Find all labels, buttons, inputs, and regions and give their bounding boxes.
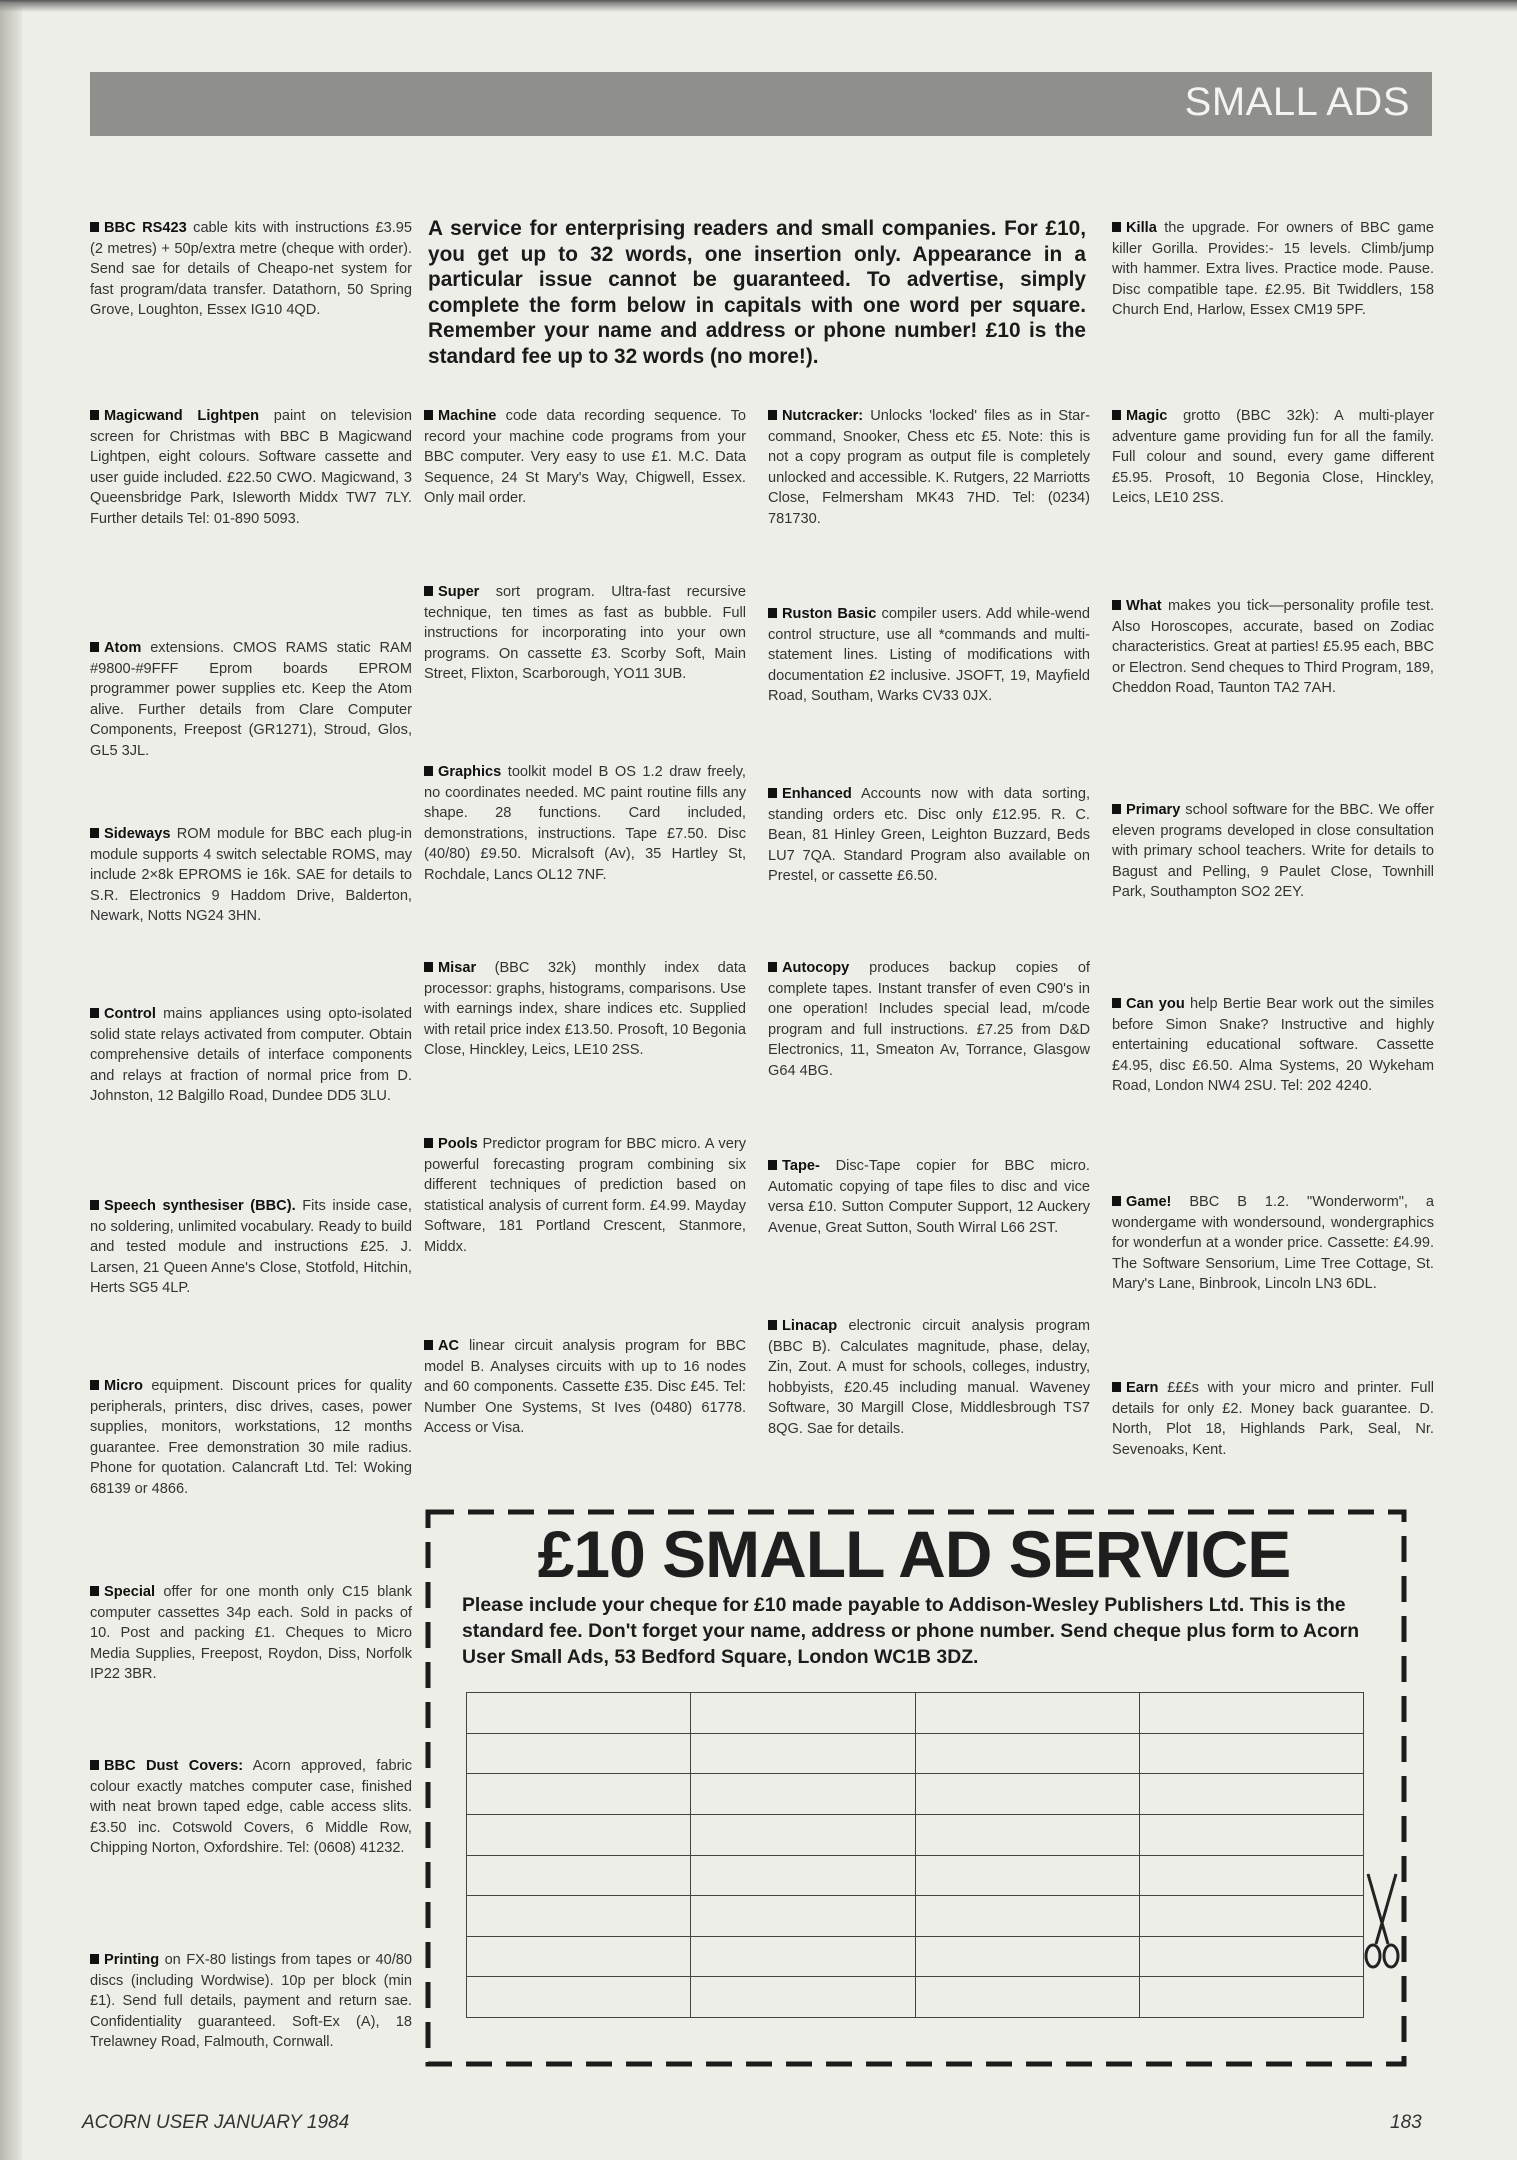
- classified-ad: [424, 1336, 746, 1439]
- word-square[interactable]: [467, 1774, 691, 1815]
- ad-heading: Sideways: [90, 826, 171, 842]
- word-square[interactable]: [467, 1693, 691, 1734]
- top-shadow: [0, 0, 1517, 12]
- word-entry-grid: [466, 1692, 1364, 2018]
- word-square[interactable]: [1139, 1977, 1363, 2018]
- classified-ad: [1112, 994, 1434, 1097]
- ad-body: compiler users. Add while-wend control structure, use all *commands and multi-statement lines. Listing of modifications with documentation £2 inclusive. JSOFT, 19, Mayfield Road, Southam, Warks CV33 0JX.: [768, 606, 1091, 705]
- classified-ad: [424, 1134, 746, 1258]
- grid-row: [467, 1855, 1364, 1896]
- ad-body: Predictor program for BBC micro. A very powerful forecasting program combining six different techniques of prediction based on statistical analysis of current form. £4.99. Mayday Software, 181 Portland Crescent, Stanmore, Middx.: [424, 1136, 746, 1255]
- ad-heading: Machine: [424, 408, 496, 424]
- word-square[interactable]: [691, 1693, 915, 1734]
- word-square[interactable]: [691, 1936, 915, 1977]
- word-square[interactable]: [915, 1977, 1139, 2018]
- ad-body: extensions. CMOS RAMS static RAM #9800-#9FFF Eprom boards EPROM programmer power supplies etc. Keep the Atom alive. Further details from Clare Computer Components, Freepost (GR1271), Stroud, Glos, GL5 3JL.: [90, 640, 412, 759]
- classified-ad: [90, 1376, 412, 1500]
- scissors-icon: [1362, 1872, 1402, 1972]
- ad-heading: Pools: [424, 1136, 478, 1152]
- word-square[interactable]: [467, 1977, 691, 2018]
- ad-body: equipment. Discount prices for quality peripherals, printers, disc drives, cases, power supplies, monitors, workstations, 12 months guarantee. Free demonstration 30 mile radius. Phone for quotation. Calancraft Ltd. Tel: Woking 68139 or 4866.: [90, 1378, 412, 1497]
- ad-body: sort program. Ultra-fast recursive technique, ten times as fast as bubble. Full instructions for incorporating into your own programs. On cassette £3. Scorby Soft, Main Street, Flixton, Scarborough, YO11 3UB.: [424, 584, 746, 683]
- classified-ad: [424, 406, 746, 509]
- section-banner: [90, 72, 1432, 136]
- ad-heading: AC: [424, 1338, 459, 1354]
- footer-page-number: 183: [1390, 2112, 1422, 2133]
- ad-heading: Magic: [1112, 408, 1167, 424]
- word-square[interactable]: [1139, 1814, 1363, 1855]
- ad-heading: Autocopy: [768, 960, 849, 976]
- word-square[interactable]: [1139, 1733, 1363, 1774]
- ad-body: mains appliances using opto-isolated solid state relays activated from computer. Obtain comprehensive details of interface components and relays at fraction of normal price from D. Johnston, 12 Balgillo Road, Dundee DD5 3LU.: [90, 1006, 412, 1105]
- classified-ad: [1112, 406, 1434, 509]
- small-ad-order-form: [424, 1508, 1408, 2068]
- ad-body: ROM module for BBC each plug-in module supports 4 switch selectable ROMS, may include 2×8k EPROMS ie 16k. SAE for details to S.R. Electronics 9 Haddom Drive, Balderton, Newark, Notts NG24 3HN.: [90, 826, 412, 925]
- ad-body: the upgrade. For owners of BBC game killer Gorilla. Provides:- 15 levels. Climb/jump with hammer. Extra lives. Practice mode. Pause. Disc compatible tape. £2.95. Bit Twiddlers, 158 Church End, Harlow, Essex CM19 5PF.: [1112, 220, 1434, 319]
- word-square[interactable]: [1139, 1693, 1363, 1734]
- classified-ad: [424, 762, 746, 886]
- classified-ad: [1112, 596, 1434, 699]
- ad-heading: Speech synthesiser (BBC).: [90, 1198, 296, 1214]
- word-square[interactable]: [915, 1733, 1139, 1774]
- grid-row: [467, 1896, 1364, 1937]
- ad-body: BBC B 1.2. "Wonderworm", a wondergame with wondersound, wondergraphics for wonderfun at a wonder price. Cassette: £4.99. The Software Sensorium, Lime Tree Cottage, St. Mary's Lane, Binbrook, Lincoln LN3 6DL.: [1112, 1194, 1434, 1293]
- classified-ad: [1112, 1378, 1434, 1460]
- word-square[interactable]: [915, 1896, 1139, 1937]
- classified-ad: [90, 1004, 412, 1107]
- classified-ad: [90, 218, 412, 321]
- classified-ad: [90, 1950, 412, 2053]
- ad-body: (BBC 32k) monthly index data processor: graphs, histograms, comparisons. Use with earnings index, share indices etc. Supplied with retail price index £13.50. Prosoft, 10 Begonia Close, Hinckley, Leics, LE10 2SS.: [424, 960, 746, 1059]
- word-square[interactable]: [467, 1936, 691, 1977]
- form-instructions: Please include your cheque for £10 made payable to Addison-Wesley Publishers Ltd. This is the standard fee. Don't forget your name, address or phone number. Send cheque plus form to Acorn User Small Ads, 53 Bedford Square, London WC1B 3DZ.: [462, 1594, 1360, 1668]
- ad-heading: Control: [90, 1006, 156, 1022]
- classified-ad: [90, 1582, 412, 1685]
- footer-publication: ACORN USER JANUARY 1984: [82, 2112, 350, 2133]
- ad-heading: Magicwand Lightpen: [90, 408, 259, 424]
- ad-body: grotto (BBC 32k): A multi-player adventure game providing fun for all the family. Full colour and sound, every game different £5.95. Prosoft, 10 Begonia Close, Hinckley, Leics, LE10 2SS.: [1112, 408, 1435, 507]
- word-square[interactable]: [915, 1693, 1139, 1734]
- ad-heading: Enhanced: [768, 786, 852, 802]
- ad-body: cable kits with instructions £3.95 (2 metres) + 50p/extra metre (cheque with order). Send sae for details of Cheapo-net system for fast program/data transfer. Datathorn, 50 Spring Grove, Loughton, Essex IG10 4QD.: [90, 220, 412, 319]
- grid-row: [467, 1733, 1364, 1774]
- ad-body: code data recording sequence. To record your machine code programs from your BBC computer. Very easy to use £1. M.C. Data Sequence, 24 St Mary's Way, Chigwell, Essex. Only mail order.: [424, 408, 746, 507]
- grid-row: [467, 1774, 1364, 1815]
- classified-ad: [90, 1756, 412, 1859]
- ad-heading: Graphics: [424, 764, 501, 780]
- ad-heading: Special: [90, 1584, 155, 1600]
- ad-body: Fits inside case, no soldering, unlimited vocabulary. Ready to build and tested module and instructions £25. J. Larsen, 21 Queen Anne's Close, Stotfold, Hitchin, Herts SG5 4LP.: [90, 1198, 412, 1297]
- ad-body: makes you tick—personality profile test. Also Horoscopes, accurate, based on Zodiac characteristics. Great at parties! £5.95 each, BBC or Electron. Send cheques to Third Program, 189, Cheddon Road, Taunton TA2 7AH.: [1112, 598, 1434, 697]
- grid-row: [467, 1936, 1364, 1977]
- ad-heading: BBC Dust Covers:: [90, 1758, 243, 1774]
- ad-heading: Tape-: [768, 1158, 820, 1174]
- section-title: SMALL ADS: [1184, 80, 1410, 124]
- ad-body: offer for one month only C15 blank computer cassettes 34p each. Sold in packs of 10. Post and packing £1. Cheques to Micro Media Supplies, Freepost, Roydon, Diss, Norfolk IP22 3BR.: [90, 1584, 412, 1683]
- classified-ad: [768, 784, 1090, 887]
- ad-body: help Bertie Bear work out the similes before Simon Snake? Instructive and highly entertaining educational software. Cassette £4.95, disc £6.50. Alma Systems, 20 Wykeham Road, London NW4 2SU. Tel: 202 4240.: [1112, 996, 1434, 1095]
- ad-body: linear circuit analysis program for BBC model B. Analyses circuits with up to 16 nodes and 60 components. Cassette £35. Disc £45. Tel: Number One Systems, St Ives (0480) 61778. Access or Visa.: [424, 1338, 746, 1437]
- classified-ad: [768, 1156, 1090, 1238]
- classified-ad: [424, 582, 746, 685]
- word-square[interactable]: [915, 1855, 1139, 1896]
- word-square[interactable]: [691, 1814, 915, 1855]
- ad-body: Disc-Tape copier for BBC micro. Automatic copying of tape files to disc and vice versa £10. Sutton Computer Support, 12 Auckery Avenue, Great Sutton, South Wirral L66 2ST.: [768, 1158, 1090, 1236]
- classified-ad: [90, 638, 412, 762]
- ad-heading: Can you: [1112, 996, 1185, 1012]
- ad-body: on FX-80 listings from tapes or 40/80 discs (including Wordwise). 10p per block (min £1). Send full details, payment and return sae. Confidentiality guaranteed. Soft-Ex (A), 18 Trelawney Road, Falmouth, Cornwall.: [90, 1952, 412, 2051]
- ad-heading: Game!: [1112, 1194, 1171, 1210]
- word-square[interactable]: [1139, 1936, 1363, 1977]
- word-square[interactable]: [691, 1733, 915, 1774]
- grid-row: [467, 1814, 1364, 1855]
- word-square[interactable]: [691, 1774, 915, 1815]
- word-square[interactable]: [467, 1896, 691, 1937]
- word-square[interactable]: [1139, 1774, 1363, 1815]
- ad-heading: Micro: [90, 1378, 143, 1394]
- word-square[interactable]: [691, 1896, 915, 1937]
- ad-heading: Super: [424, 584, 479, 600]
- word-square[interactable]: [1139, 1855, 1363, 1896]
- classified-ad: [90, 1196, 412, 1299]
- classified-ad: [90, 824, 412, 927]
- ad-heading: What: [1112, 598, 1162, 614]
- grid-row: [467, 1977, 1364, 2018]
- ad-body: produces backup copies of complete tapes. Instant transfer of even C90's in one operation! Includes special lead, m/code program and full instructions. £7.25 from D&D Electronics, 11, Smeaton Av, Torrance, Glasgow G64 4BG.: [768, 960, 1090, 1079]
- word-square[interactable]: [691, 1977, 915, 2018]
- word-square[interactable]: [467, 1855, 691, 1896]
- ad-heading: Atom: [90, 640, 141, 656]
- ad-heading: Printing: [90, 1952, 159, 1968]
- word-square[interactable]: [915, 1774, 1139, 1815]
- ad-body: school software for the BBC. We offer eleven programs developed in close consultation with primary school teachers. Write for details to Bagust and Pelling, 9 Paulet Close, Townhill Park, Southampton SO2 2EY.: [1112, 802, 1434, 901]
- ad-heading: BBC RS423: [90, 220, 187, 236]
- ad-heading: Primary: [1112, 802, 1180, 818]
- ad-heading: Nutcracker:: [768, 408, 863, 424]
- word-square[interactable]: [691, 1855, 915, 1896]
- ad-body: Unlocks 'locked' files as in Star-command, Snooker, Chess etc £5. Note: this is not a copy program as output file is completely unlocked and accessible. K. Rutgers, 22 Marriotts Close, Felmersham MK43 7HD. Tel: (0234) 781730.: [768, 408, 1090, 527]
- classified-ad: [90, 406, 412, 530]
- ad-heading: Earn: [1112, 1380, 1158, 1396]
- ad-body: toolkit model B OS 1.2 draw freely, no coordinates needed. MC paint routine fills any shape. 28 functions. Card included, demonstrations, instructions. Tape £7.50. Disc (40/80) £9.50. Micralsoft (Av), 35 Hartley St, Rochdale, Lancs OL12 7NF.: [424, 764, 746, 883]
- word-square[interactable]: [915, 1936, 1139, 1977]
- classified-ad: [1112, 1192, 1434, 1295]
- ad-heading: Ruston Basic: [768, 606, 876, 622]
- grid-row: [467, 1693, 1364, 1734]
- page-edge: [0, 0, 22, 2160]
- intro-text: A service for enterprising readers and small companies. For £10, you get up to 32 words, one insertion only. Appearance in a particular issue cannot be guaranteed. To advertise, simply complete the form below in capitals with one word per square. Remember your name and address or phone number! £10 is the standard fee up to 32 words (no more!).: [428, 217, 1086, 368]
- classified-ad: [1112, 218, 1434, 321]
- classified-ad: [768, 406, 1090, 530]
- classified-ad: [768, 958, 1090, 1082]
- ad-heading: Linacap: [768, 1318, 837, 1334]
- ad-body: electronic circuit analysis program (BBC B). Calculates magnitude, phase, delay, Zin, Zout. A must for schools, colleges, industry, hobbyists, £20.45 including manual. Waveney Software, 30 Margill Close, Middlesbrough TS7 8QG. Sae for details.: [768, 1318, 1090, 1437]
- word-square[interactable]: [467, 1814, 691, 1855]
- classified-ad: [768, 604, 1090, 707]
- ad-body: £££s with your micro and printer. Full details for only £2. Money back guarantee. D. North, Plot 18, Highlands Park, Seal, Nr. Sevenoaks, Kent.: [1112, 1380, 1434, 1458]
- ad-heading: Misar: [424, 960, 476, 976]
- classified-ad: [424, 958, 746, 1061]
- classified-ad: [768, 1316, 1090, 1440]
- ad-body: paint on television screen for Christmas with BBC B Magicwand Lightpen, eight colours. Software cassette and user guide included. £22.50 CWO. Magicwand, 3 Queensbridge Park, Isleworth Middx TW7 7LY. Further details Tel: 01-890 5093.: [90, 408, 412, 527]
- word-square[interactable]: [915, 1814, 1139, 1855]
- ad-body: Accounts now with data sorting, standing orders etc. Disc only £12.95. R. C. Bean, 81 Hinley Green, Leighton Buzzard, Beds LU7 7QA. Standard Program also available on Prestel, or cassette £6.50.: [768, 786, 1090, 885]
- form-title: £10 SMALL AD SERVICE: [537, 1517, 1291, 1591]
- ad-body: Acorn approved, fabric colour exactly matches computer case, finished with neat brown taped edge, cable access slits. £3.50 inc. Cotswold Covers, 6 Middle Row, Chipping Norton, Oxfordshire. Tel: (0608) 41232.: [90, 1758, 412, 1857]
- word-square[interactable]: [467, 1733, 691, 1774]
- classified-ad: [1112, 800, 1434, 903]
- ad-heading: Killa: [1112, 220, 1157, 236]
- word-square[interactable]: [1139, 1896, 1363, 1937]
